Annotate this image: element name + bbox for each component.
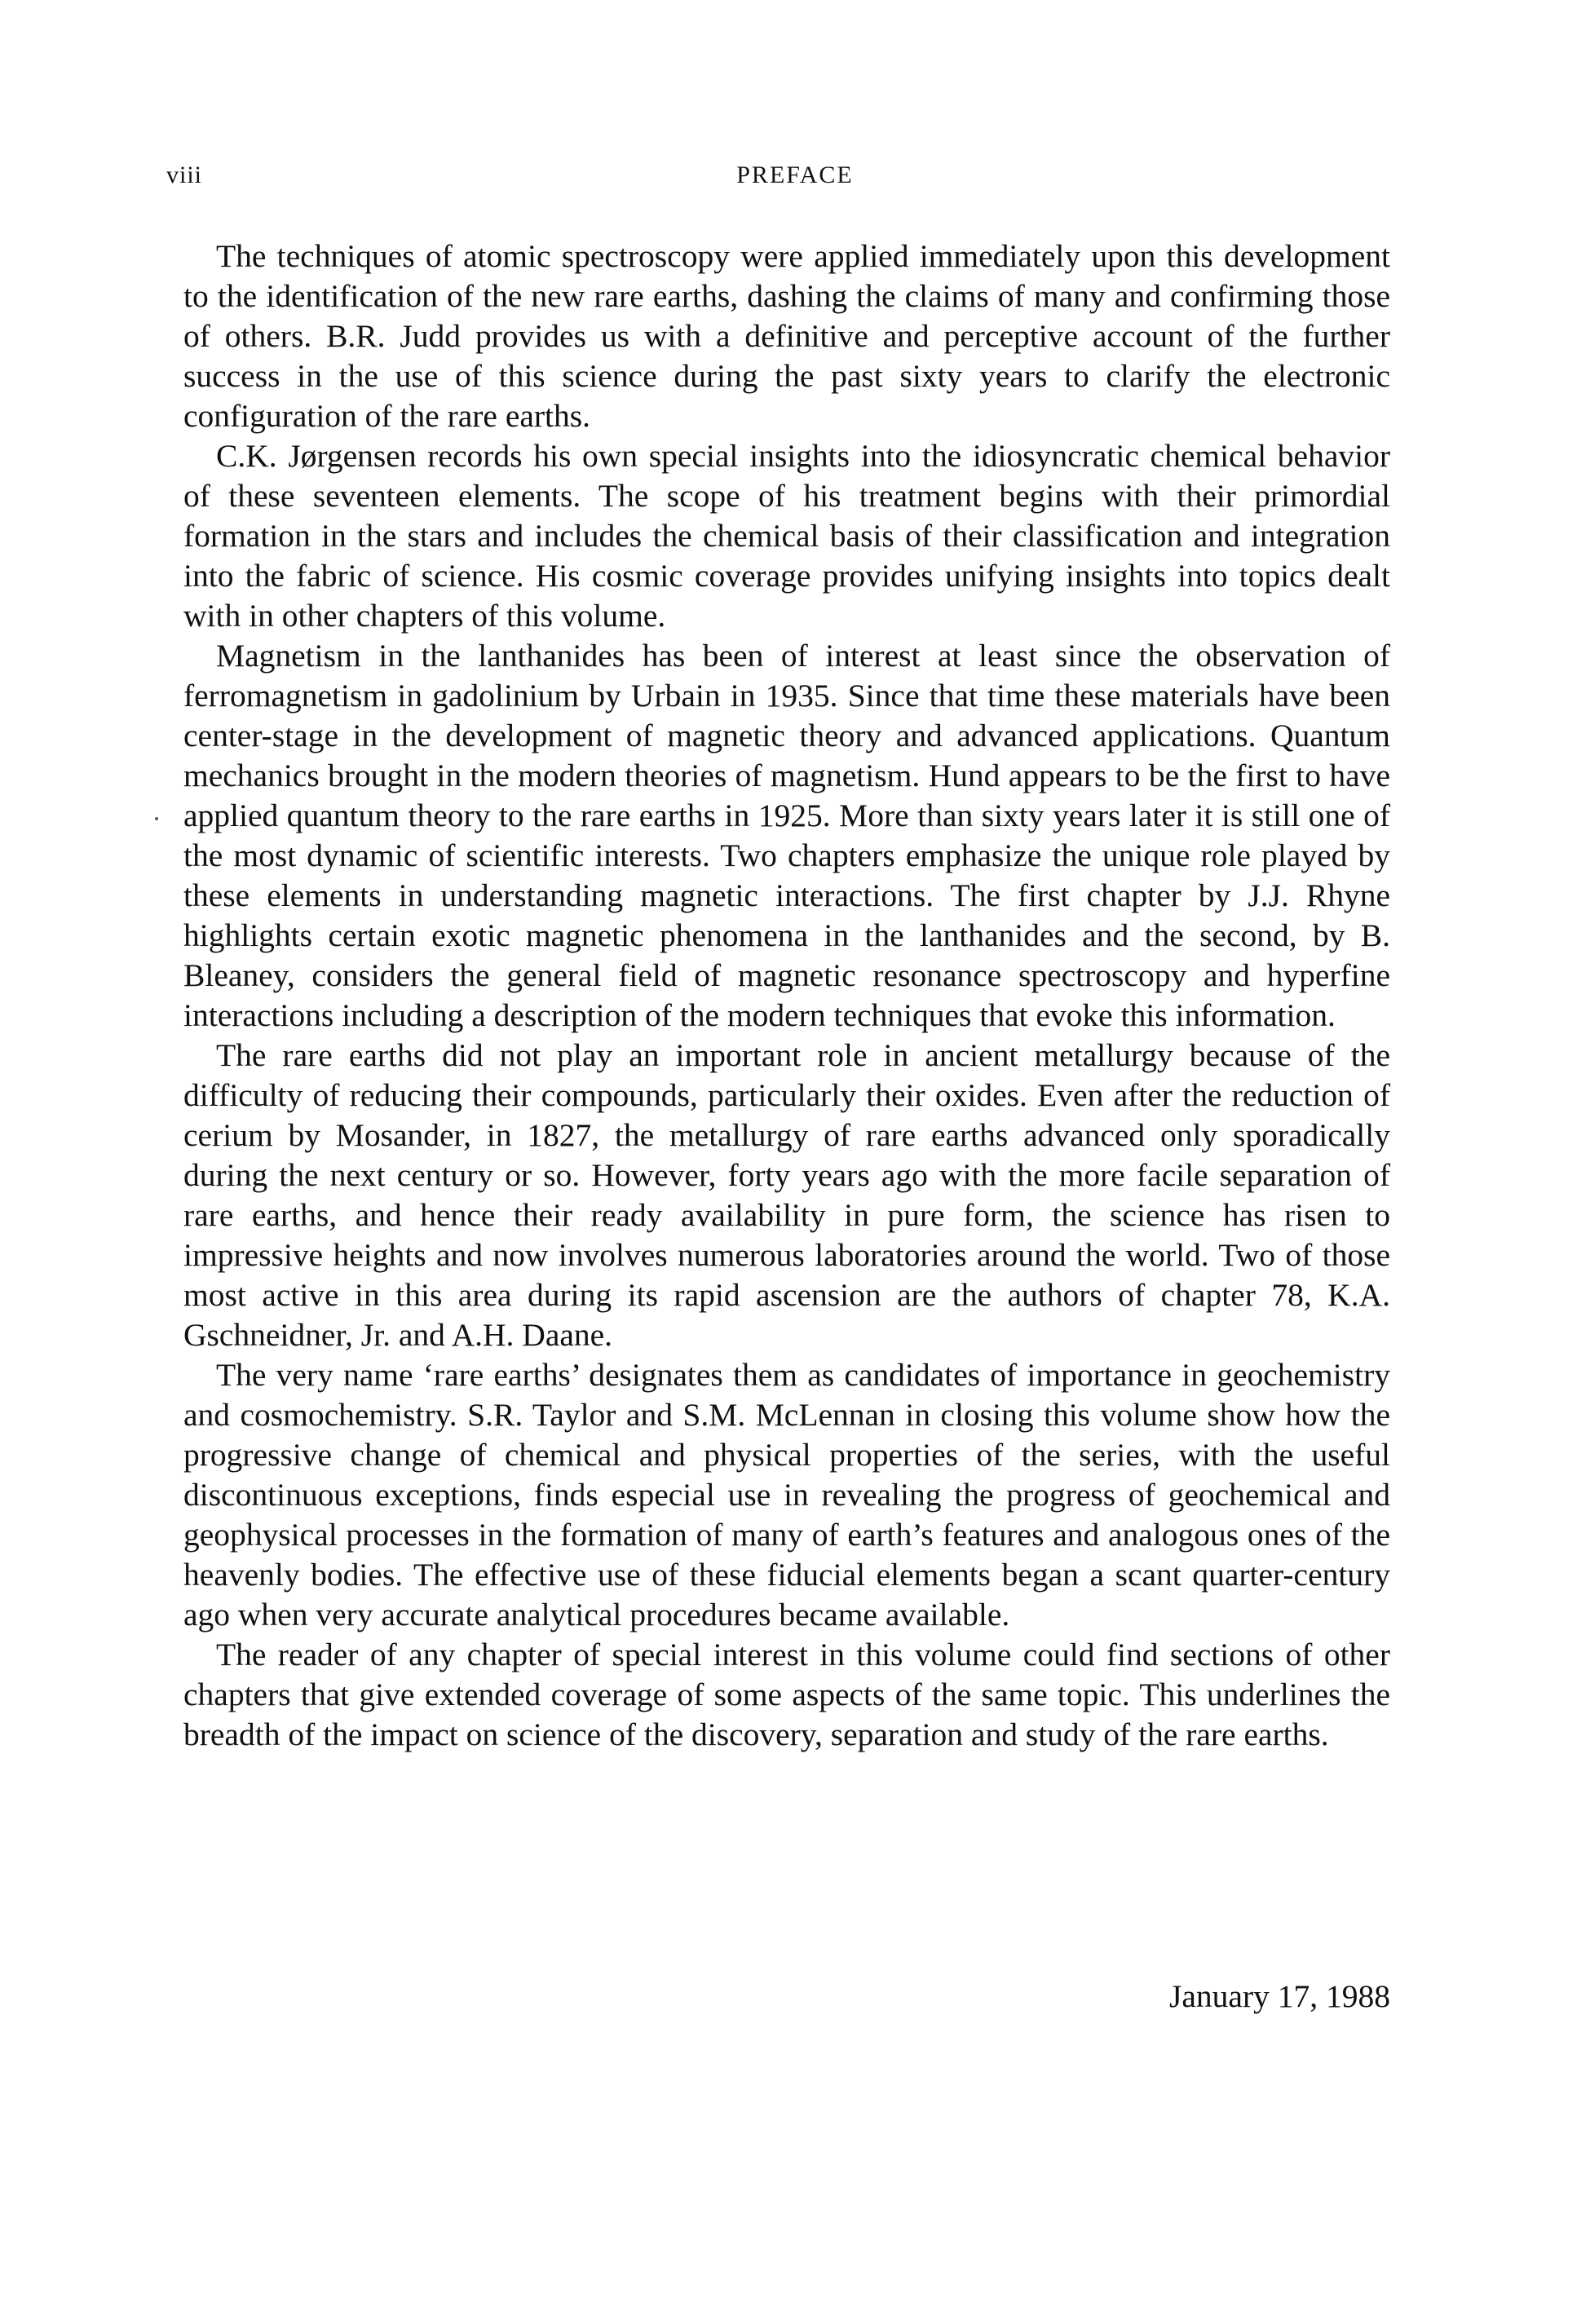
paragraph-metallurgy: The rare earths did not play an important role in ancient metallurgy because of the difficulty of reducing their compounds, particularly their oxides. Even after the reduction of cerium by Mosander, in 1827, the metallurgy of rare earths advanced only sporadically during the next century or so. However, forty years ago with the more facile separation of rare earths, and hence their ready availability in pure form, the science has risen to impressive heights and now involves numerous laboratories around the world. Two of those most active in this area during its rapid ascension are the authors of chapter 78, K.A. Gschneidner, Jr. and A.H. Daane. — [183, 1037, 1390, 1353]
running-head: PREFACE — [736, 161, 854, 188]
paragraph-jorgensen: C.K. Jørgensen records his own special insights into the idiosyncratic chemical behavior of these seventeen elements. The scope of his treatment begins with their primordial formation in the stars and includes the chemical basis of their classification and integration into the fabric of science. His cosmic coverage provides unifying insights into topics dealt with in other chapters of this volume. — [183, 438, 1390, 634]
preface-date: January 17, 1988 — [1169, 1978, 1390, 2014]
body-text — [183, 236, 1390, 1755]
paragraph-reader: The reader of any chapter of special interest in this volume could find sections of other chapters that give extended coverage of some aspects of the same topic. This underlines the breadth of the impact on science of the discovery, separation and study of the rare earths. — [183, 1637, 1390, 1752]
page-number: viii — [166, 161, 203, 188]
paragraph-magnetism: Magnetism in the lanthanides has been of interest at least since the observation of ferromagnetism in gadolinium by Urbain in 1935. Since that time these materials have been center-stage in the development of magnetic theory and advanced applications. Quantum mechanics brought in the modern theories of magnetism. Hund appears to be the first to have applied quantum theory to the rare earths in 1925. More than sixty years later it is still one of the most dynamic of scientific interests. Two chapters emphasize the unique role played by these elements in understanding magnetic interactions. The first chapter by J.J. Rhyne highlights certain exotic magnetic phenomena in the lanthanides and the second, by B. Bleaney, considers the general field of magnetic resonance spectroscopy and hyperfine interactions including a description of the modern techniques that evoke this information. — [183, 638, 1390, 1033]
paragraph-geochemistry: The very name ‘rare earths’ designates them as candidates of importance in geochemistry and cosmochemistry. S.R. Taylor and S.M. McLennan in closing this volume show how the progressive change of chemical and physical properties of the series, with the useful discontinuous exceptions, finds especial use in revealing the progress of geochemical and geophysical processes in the formation of many of earth’s features and analogous ones of the heavenly bodies. The effective use of these fiducial elements began a scant quarter-century ago when very accurate analytical procedures became available. — [183, 1357, 1390, 1633]
stray-mark — [155, 817, 158, 820]
paragraph-spectroscopy: The techniques of atomic spectroscopy were applied immediately upon this development to the identification of the new rare earths, dashing the claims of many and confirming those of others. B.R. Judd provides us with a definitive and perceptive account of the further success in the use of this science during the past sixty years to clarify the electronic configuration of the rare earths. — [183, 238, 1390, 434]
